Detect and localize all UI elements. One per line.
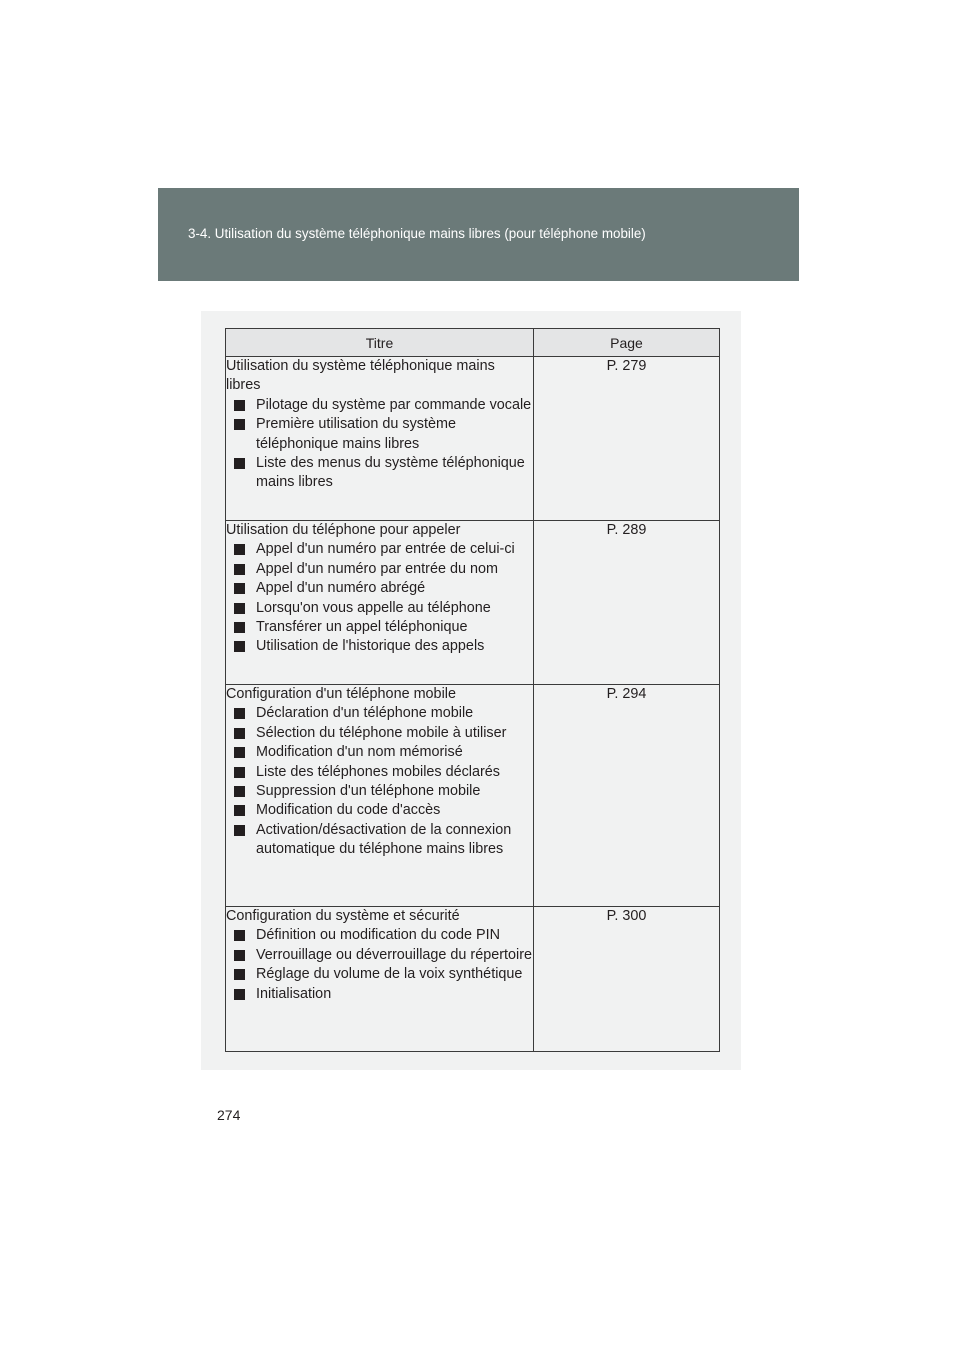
contents-panel [201,311,741,1070]
list-item [234,763,533,782]
section-item-list [226,540,533,656]
table-row [226,357,720,521]
list-item [234,454,533,493]
list-item-label: Appel d'un numéro par entrée de celui-ci [256,541,515,558]
section-cell [226,907,534,1052]
list-item [234,540,533,559]
list-item-label: Réglage du volume de la voix synthétique [256,966,523,983]
section-item-list [226,704,533,859]
list-item-label: Lorsqu'on vous appelle au téléphone [256,599,491,616]
square-bullet-icon [234,950,245,961]
list-item-label: Modification du code d'accès [256,802,441,819]
square-bullet-icon [234,708,245,719]
list-item-label: Première utilisation du système téléphonique mains libres [256,416,456,452]
list-item-label: Transférer un appel téléphonique [256,619,468,636]
page-reference: P. 294 [534,685,720,907]
list-item [234,801,533,820]
section-title: Configuration du système et sécurité [226,908,460,924]
section-cell [226,357,534,521]
list-item-label: Liste des téléphones mobiles déclarés [256,763,500,780]
list-item-label: Initialisation [256,985,332,1002]
list-item [234,743,533,762]
square-bullet-icon [234,786,245,797]
list-item [234,396,533,415]
section-cell [226,685,534,907]
square-bullet-icon [234,969,245,980]
section-item-list [226,926,533,1004]
page-number: 274 [217,1107,241,1123]
page-reference: P. 300 [534,907,720,1052]
list-item [234,618,533,637]
list-item [234,965,533,984]
square-bullet-icon [234,400,245,411]
square-bullet-icon [234,930,245,941]
square-bullet-icon [234,641,245,652]
list-item-label: Verrouillage ou déverrouillage du répertoire [256,946,532,963]
page-reference: P. 289 [534,521,720,685]
column-header-title: Titre [226,329,534,357]
section-cell [226,521,534,685]
table-row [226,907,720,1052]
table-row [226,685,720,907]
list-item [234,926,533,945]
list-item [234,637,533,656]
list-item-label: Pilotage du système par commande vocale [256,396,532,413]
section-title: Configuration d'un téléphone mobile [226,686,456,702]
square-bullet-icon [234,544,245,555]
square-bullet-icon [234,728,245,739]
square-bullet-icon [234,825,245,836]
square-bullet-icon [234,458,245,469]
chapter-header-bar [158,188,799,281]
column-header-page: Page [534,329,720,357]
list-item [234,946,533,965]
list-item-label: Définition ou modification du code PIN [256,927,500,944]
table-body [226,357,720,1052]
list-item [234,560,533,579]
list-item-label: Appel d'un numéro par entrée du nom [256,560,498,577]
square-bullet-icon [234,419,245,430]
square-bullet-icon [234,564,245,575]
square-bullet-icon [234,747,245,758]
list-item [234,579,533,598]
section-title: Utilisation du système téléphonique mains libres [226,358,495,394]
list-item-label: Appel d'un numéro abrégé [256,580,426,597]
list-item [234,415,533,454]
square-bullet-icon [234,989,245,1000]
page-reference: P. 279 [534,357,720,521]
table-row [226,521,720,685]
square-bullet-icon [234,805,245,816]
list-item [234,782,533,801]
list-item-label: Déclaration d'un téléphone mobile [256,705,474,722]
square-bullet-icon [234,622,245,633]
list-item [234,821,533,860]
chapter-title: 3-4. Utilisation du système téléphonique mains libres (pour téléphone mobile) [188,226,646,241]
list-item [234,704,533,723]
list-item-label: Activation/désactivation de la connexion automatique du téléphone mains libres [256,821,512,858]
section-title: Utilisation du téléphone pour appeler [226,522,461,538]
list-item [234,724,533,743]
list-item-label: Sélection du téléphone mobile à utiliser [256,724,507,741]
square-bullet-icon [234,583,245,594]
list-item-label: Suppression d'un téléphone mobile [256,783,481,800]
list-item [234,985,533,1004]
list-item-label: Modification d'un nom mémorisé [256,744,463,761]
section-item-list [226,396,533,493]
table-header-row [226,329,720,357]
list-item-label: Liste des menus du système téléphonique mains libres [256,455,525,491]
list-item [234,599,533,618]
square-bullet-icon [234,767,245,778]
square-bullet-icon [234,603,245,614]
contents-table [225,328,720,1052]
list-item-label: Utilisation de l'historique des appels [256,638,485,655]
